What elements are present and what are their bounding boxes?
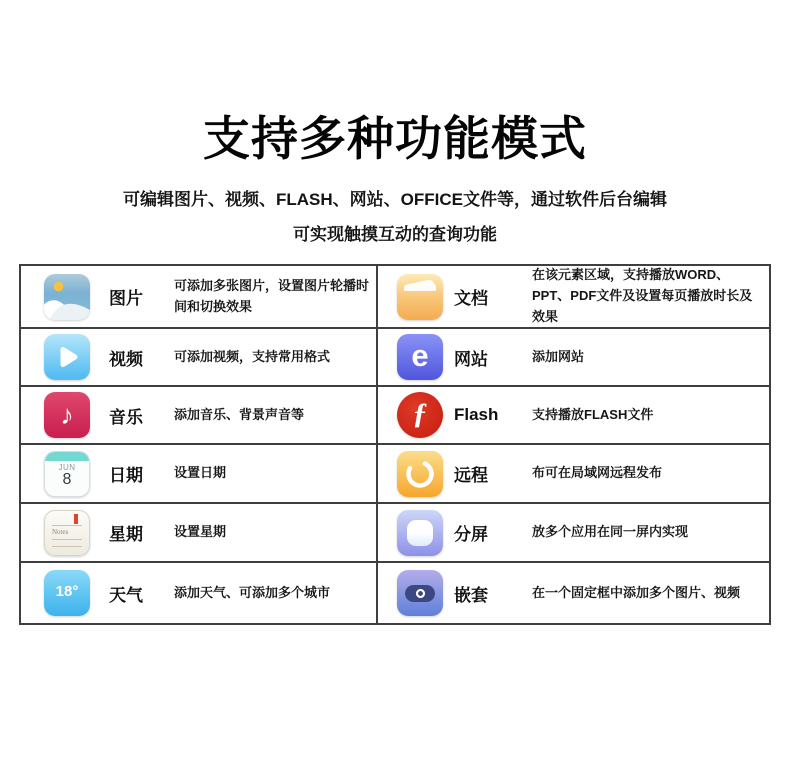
- feature-label: Flash: [454, 405, 499, 424]
- feature-desc: 在一个固定框中添加多个图片、视频: [532, 584, 741, 600]
- feature-table: [19, 264, 771, 625]
- documents-icon: [397, 274, 443, 320]
- feature-cell-remote: [376, 445, 769, 504]
- music-note-glyph: ♪: [60, 400, 74, 430]
- nested-dot: [416, 589, 425, 598]
- feature-cell-splitscreen: [376, 504, 769, 563]
- calendar-top-bar: [45, 452, 89, 461]
- calendar-icon: [44, 451, 90, 497]
- notes-red-tag: [74, 514, 78, 524]
- split-screen-inner-rect: [407, 520, 433, 546]
- weather-icon: [44, 570, 90, 616]
- music-note-icon: [44, 392, 90, 438]
- feature-cell-weather: [21, 563, 376, 623]
- feature-cell-flash: [376, 387, 769, 445]
- feature-label: 图片: [109, 289, 143, 308]
- feature-cell-documents: [376, 266, 769, 329]
- feature-desc: 支持播放FLASH文件: [532, 406, 654, 422]
- feature-desc: 添加音乐、背景声音等: [174, 406, 305, 422]
- feature-cell-week: [21, 504, 376, 563]
- feature-label: 网站: [454, 349, 488, 369]
- feature-desc: 添加天气、可添加多个城市: [174, 584, 331, 600]
- feature-label: 分屏: [454, 525, 488, 544]
- subtitle-line-1: 可编辑图片、视频、FLASH、网站、OFFICE文件等，通过软件后台编辑: [123, 190, 667, 209]
- feature-label: 文档: [454, 289, 488, 308]
- subtitle-line-2: 可实现触摸互动的查询功能: [293, 225, 497, 244]
- gallery-icon: [44, 274, 90, 320]
- video-play-icon: [44, 334, 90, 380]
- browser-e-letter: e: [411, 338, 429, 373]
- feature-desc: 设置日期: [174, 465, 227, 481]
- feature-desc: 放多个应用在同一屏内实现: [532, 524, 689, 540]
- page-title: 支持多种功能模式: [203, 112, 587, 165]
- flash-f-letter: ƒ: [412, 397, 428, 430]
- notes-icon: [44, 510, 90, 556]
- feature-label: 嵌套: [454, 585, 488, 605]
- feature-cell-pictures: [21, 266, 376, 329]
- feature-desc: 布可在局域网远程发布: [532, 465, 663, 481]
- notes-line: [52, 546, 82, 547]
- calendar-day: 8: [62, 470, 72, 488]
- notes-line: [52, 539, 82, 540]
- browser-e-icon: [397, 334, 443, 380]
- flash-icon: [397, 392, 443, 438]
- feature-cell-video: [21, 329, 376, 387]
- calendar-month: JUN: [58, 462, 76, 472]
- feature-cell-nested: [376, 563, 769, 623]
- notes-line: [52, 525, 82, 526]
- nested-pill: [405, 585, 435, 602]
- weather-temperature: 18°: [55, 583, 79, 600]
- feature-label: 天气: [109, 585, 143, 605]
- nested-icon: [397, 570, 443, 616]
- feature-cell-date: [21, 445, 376, 504]
- feature-label: 音乐: [109, 407, 143, 427]
- feature-label: 远程: [454, 466, 488, 485]
- feature-label: 日期: [109, 466, 143, 485]
- feature-cell-website: [376, 329, 769, 387]
- notes-word: Notes: [52, 527, 69, 536]
- feature-desc: 可添加多张图片，设置图片轮播时间和切换效果: [174, 277, 370, 314]
- feature-cell-music: [21, 387, 376, 445]
- feature-desc: 可添加视频，支持常用格式: [174, 348, 331, 364]
- feature-desc: 设置星期: [174, 524, 227, 540]
- feature-label: 星期: [109, 525, 143, 544]
- split-screen-icon: [397, 510, 443, 556]
- remote-sync-icon: [397, 451, 443, 497]
- feature-label: 视频: [109, 349, 143, 369]
- feature-desc: 在该元素区域，支持播放WORD、PPT、PDF文件及设置每页播放时长及效果: [532, 267, 753, 324]
- feature-desc: 添加网站: [532, 348, 585, 364]
- page-header: [0, 112, 790, 247]
